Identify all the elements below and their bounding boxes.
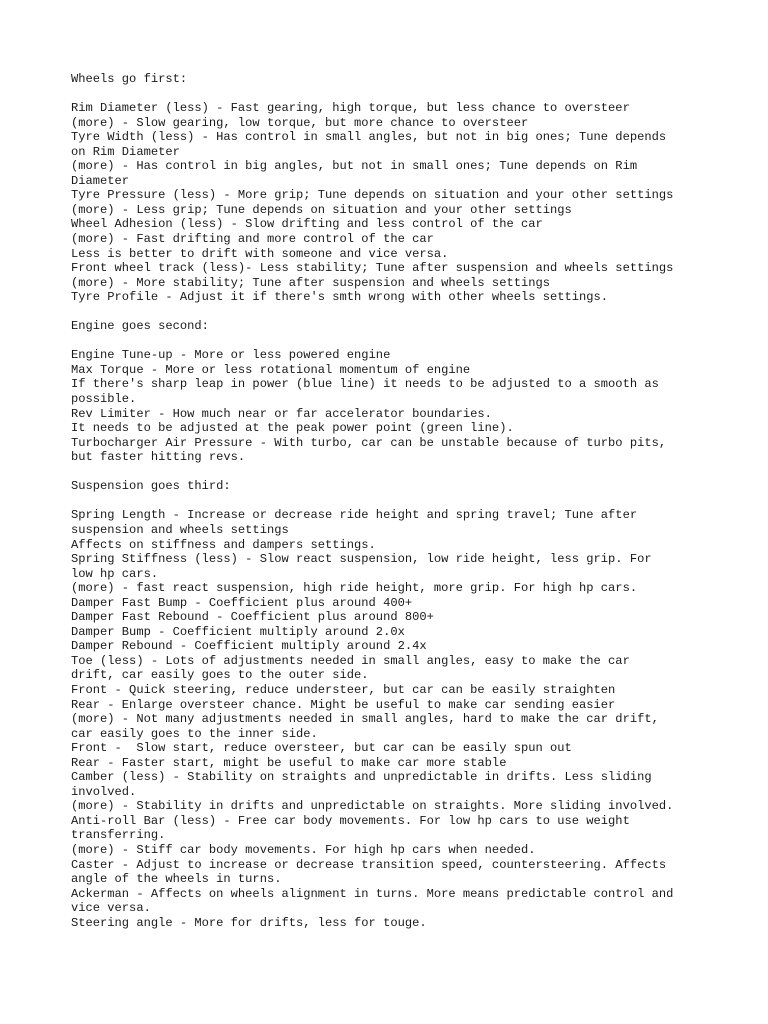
text-line: Less is better to drift with someone and vice versa. (71, 246, 449, 261)
blank-line (71, 305, 711, 320)
text-line: Anti-roll Bar (less) - Free car body movements. For low hp cars to use weight (71, 813, 630, 828)
blank-line (71, 465, 711, 480)
text-line: Caster - Adjust to increase or decrease transition speed, countersteering. Affects (71, 857, 667, 872)
text-line: Turbocharger Air Pressure - With turbo, car can be unstable because of turbo pits, (71, 435, 667, 450)
text-line: Affects on stiffness and dampers settings. (71, 537, 376, 552)
text-line: car easily goes to the inner side. (71, 726, 318, 741)
text-line: Wheel Adhesion (less) - Slow drifting and less control of the car (71, 217, 543, 232)
text-line: on Rim Diameter (71, 144, 180, 159)
text-line: (more) - Has control in big angles, but not in small ones; Tune depends on Rim (71, 159, 638, 174)
blank-line (71, 334, 711, 349)
text-line: Damper Bump - Coefficient multiply around 2.0x (71, 624, 405, 639)
text-line: vice versa. (71, 901, 151, 916)
text-line: Rim Diameter (less) - Fast gearing, high torque, but less chance to oversteer (71, 101, 630, 116)
text-line: Tyre Width (less) - Has control in small angles, but not in big ones; Tune depends (71, 130, 667, 145)
document-body (71, 72, 711, 930)
text-line: Front wheel track (less)- Less stability; Tune after suspension and wheels settings (71, 261, 674, 276)
text-line: (more) - Fast drifting and more control of the car (71, 232, 434, 247)
text-line: (more) - Slow gearing, low torque, but more chance to oversteer (71, 115, 529, 130)
text-line: drift, car easily goes to the outer side. (71, 668, 369, 683)
text-line: (more) - Not many adjustments needed in small angles, hard to make the car drift, (71, 712, 659, 727)
text-line: but faster hitting revs. (71, 450, 246, 465)
text-line: Camber (less) - Stability on straights and unpredictable in drifts. Less sliding (71, 770, 652, 785)
text-line: Ackerman - Affects on wheels alignment in turns. More means predictable control and (71, 886, 674, 901)
text-line: Damper Rebound - Coefficient multiply around 2.4x (71, 639, 427, 654)
text-line: It needs to be adjusted at the peak power point (green line). (71, 421, 514, 436)
text-line: (more) - More stability; Tune after suspension and wheels settings (71, 275, 550, 290)
text-line: (more) - Stiff car body movements. For high hp cars when needed. (71, 842, 536, 857)
text-line: Rear - Faster start, might be useful to make car more stable (71, 755, 507, 770)
text-line: Max Torque - More or less rotational momentum of engine (71, 362, 471, 377)
text-line: Tyre Pressure (less) - More grip; Tune depends on situation and your other settings (71, 188, 674, 203)
text-line: angle of the wheels in turns. (71, 872, 282, 887)
text-line: Front - Slow start, reduce oversteer, but car can be easily spun out (71, 741, 572, 756)
text-line: Rev Limiter - How much near or far accelerator boundaries. (71, 406, 492, 421)
text-line: Engine goes second: (71, 319, 209, 334)
text-line: (more) - fast react suspension, high ride height, more grip. For high hp cars. (71, 581, 638, 596)
text-line: low hp cars. (71, 566, 159, 581)
text-line: transferring. (71, 828, 166, 843)
text-line: (more) - Less grip; Tune depends on situation and your other settings (71, 202, 572, 217)
text-line: suspension and wheels settings (71, 522, 289, 537)
text-line: involved. (71, 784, 137, 799)
text-line: Rear - Enlarge oversteer chance. Might be useful to make car sending easier (71, 697, 616, 712)
text-line: (more) - Stability in drifts and unpredictable on straights. More sliding involved. (71, 799, 674, 814)
text-line: Damper Fast Rebound - Coefficient plus around 800+ (71, 610, 434, 625)
text-line: Suspension goes third: (71, 479, 231, 494)
blank-line (71, 494, 711, 509)
text-line: If there's sharp leap in power (blue line) it needs to be adjusted to a smooth as (71, 377, 659, 392)
text-line: Steering angle - More for drifts, less for touge. (71, 915, 427, 930)
text-line: Tyre Profile - Adjust it if there's smth wrong with other wheels settings. (71, 290, 609, 305)
text-line: possible. (71, 392, 137, 407)
text-line: Wheels go first: (71, 72, 188, 86)
blank-line (71, 87, 711, 102)
text-line: Damper Fast Bump - Coefficient plus around 400+ (71, 595, 413, 610)
text-line: Front - Quick steering, reduce understeer, but car can be easily straighten (71, 682, 616, 697)
text-line: Engine Tune-up - More or less powered engine (71, 348, 391, 363)
text-line: Diameter (71, 173, 130, 188)
text-line: Spring Length - Increase or decrease ride height and spring travel; Tune after (71, 508, 638, 523)
text-line: Toe (less) - Lots of adjustments needed in small angles, easy to make the car (71, 653, 630, 668)
text-line: Spring Stiffness (less) - Slow react suspension, low ride height, less grip. For (71, 552, 652, 567)
